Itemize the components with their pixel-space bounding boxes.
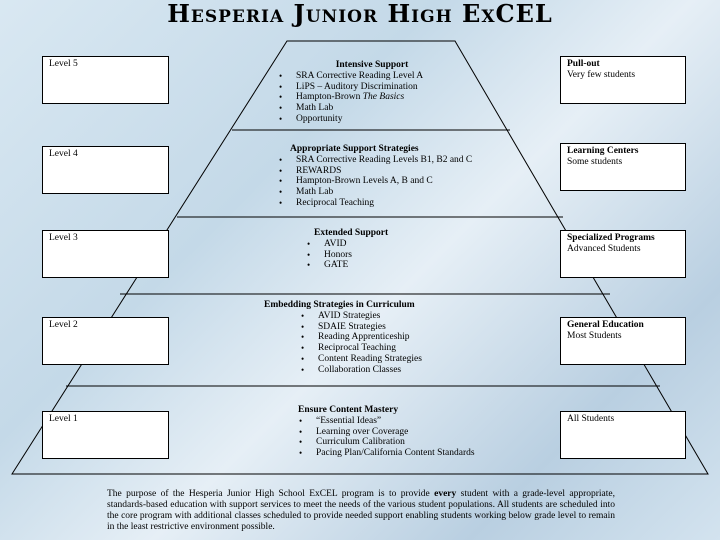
pull-out-title: Pull-out (567, 59, 600, 69)
tier-2-content (264, 300, 484, 376)
specialized-programs-box (560, 230, 686, 278)
list-item: • “Essential Ideas” (292, 416, 532, 427)
specialized-programs-text: Advanced Students (567, 244, 641, 254)
list-item: • REWARDS (272, 166, 532, 177)
list-item: • AVID (300, 239, 440, 250)
list-item: • Learning over Coverage (292, 427, 532, 438)
tier-3-content (300, 228, 440, 271)
level-3-label: Level 3 (49, 233, 78, 243)
list-item: • SRA Corrective Reading Levels B1, B2 and C (272, 155, 532, 166)
list-item-italic: The Basics (362, 92, 405, 103)
list-item: • AVID Strategies (294, 311, 484, 322)
general-education-text: Most Students (567, 331, 622, 341)
tier-5-heading: Intensive Support (335, 60, 409, 70)
level-1-label: Level 1 (49, 414, 78, 424)
level-2-box (42, 317, 169, 365)
list-item: • Reciprocal Teaching (294, 343, 484, 354)
level-5-label: Level 5 (49, 59, 78, 69)
level-2-label: Level 2 (49, 320, 78, 330)
level-1-box (42, 411, 169, 459)
general-education-title: General Education (567, 320, 644, 330)
pull-out-box (560, 56, 686, 104)
learning-centers-title: Learning Centers (567, 146, 639, 156)
list-item: • Math Lab (272, 187, 532, 198)
list-item: • Reading Apprenticeship (294, 332, 484, 343)
list-item: • GATE (300, 260, 440, 271)
purpose-text-2: student with a grade-level appropriate, standards-based education with support services to meet the needs of the various student populations. All students are scheduled into the core program with additional classes scheduled to provide needed support enabling students working below grade level to remain in the least restrictive environment possible. (107, 489, 615, 532)
all-students-box (560, 411, 686, 459)
list-item: • SDAIE Strategies (294, 322, 484, 333)
tier-4-content (272, 144, 532, 209)
all-students-text: All Students (567, 414, 615, 424)
level-4-box (42, 146, 169, 194)
list-item: • Math Lab (272, 103, 472, 114)
level-4-label: Level 4 (49, 149, 78, 159)
tier-5-content (272, 60, 472, 125)
list-item: • Pacing Plan/California Content Standards (292, 448, 532, 459)
list-item: • Curriculum Calibration (292, 437, 532, 448)
general-education-box (560, 317, 686, 365)
pull-out-text: Very few students (567, 70, 636, 80)
tier-2-heading: Embedding Strategies in Curriculum (264, 300, 415, 310)
page-title: Hesperia Junior High ExCEL (167, 0, 553, 28)
tier-3-heading: Extended Support (314, 228, 389, 238)
tier-4-heading: Appropriate Support Strategies (290, 144, 419, 154)
list-item: • Content Reading Strategies (294, 354, 484, 365)
list-item: • Honors (300, 250, 440, 261)
list-item: • LiPS – Auditory Discrimination (272, 82, 472, 93)
purpose-text-1: The purpose of the Hesperia Junior High School ExCEL program is to provide (107, 489, 435, 499)
level-3-box (42, 230, 169, 278)
list-item: • Collaboration Classes (294, 365, 484, 376)
specialized-programs-title: Specialized Programs (567, 233, 655, 243)
list-item (272, 92, 472, 103)
list-item: • Opportunity (272, 114, 472, 125)
list-item: • Reciprocal Teaching (272, 198, 532, 209)
learning-centers-box (560, 143, 686, 191)
tier-1-heading: Ensure Content Mastery (298, 405, 399, 415)
purpose-text-bold: every (434, 489, 457, 499)
tier-1-content (292, 405, 532, 459)
learning-centers-text: Some students (567, 157, 623, 167)
level-5-box (42, 56, 169, 104)
list-item-text: Hampton-Brown (296, 92, 363, 103)
list-item: • SRA Corrective Reading Level A (272, 71, 472, 82)
list-item: • Hampton-Brown Levels A, B and C (272, 176, 532, 187)
purpose-paragraph (107, 489, 615, 533)
